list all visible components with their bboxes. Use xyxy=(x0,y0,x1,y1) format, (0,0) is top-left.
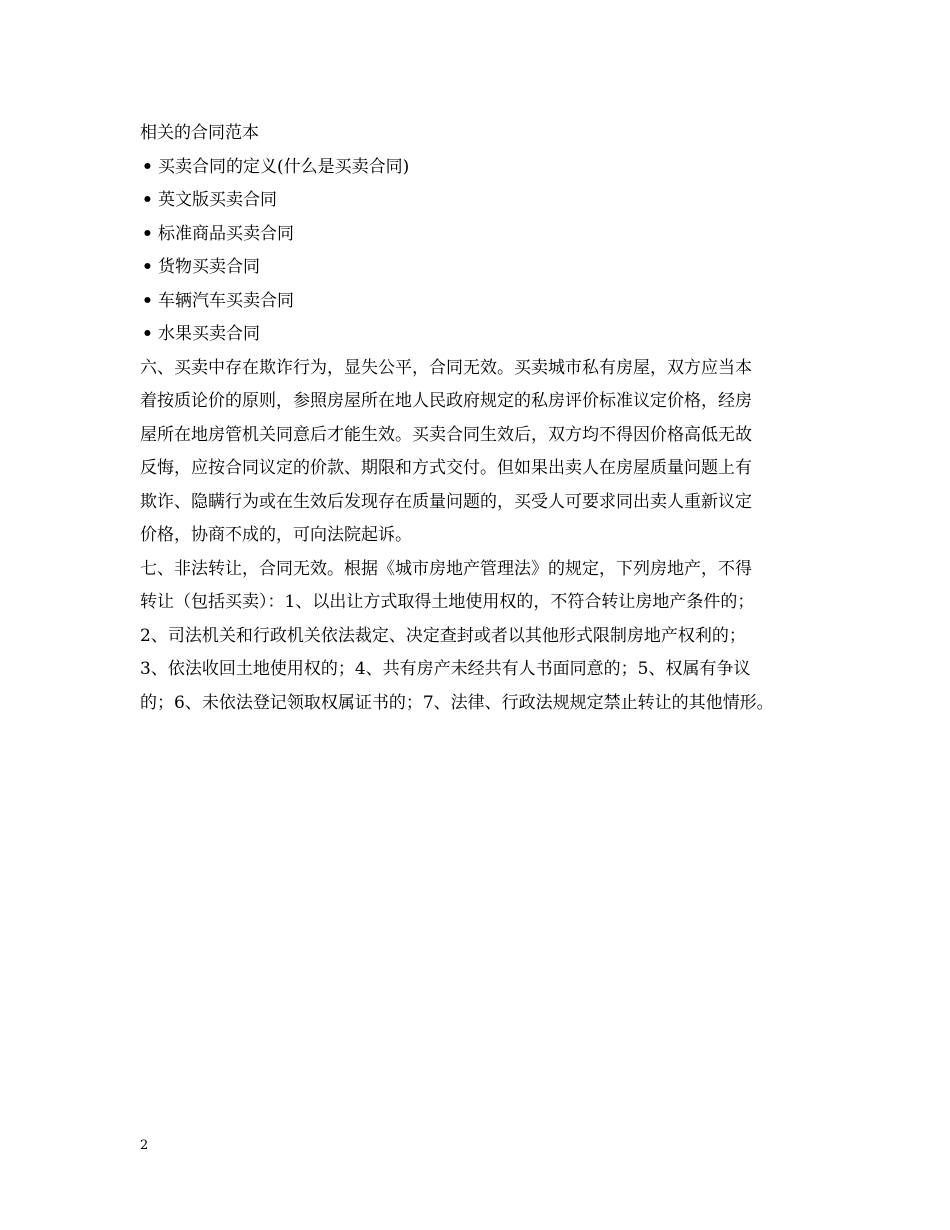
list-item[interactable] xyxy=(140,151,830,185)
paragraph-line: 六、买卖中存在欺诈行为，显失公平，合同无效。买卖城市私有房屋，双方应当本 xyxy=(140,357,752,378)
document-body xyxy=(140,117,830,720)
list-item[interactable] xyxy=(140,318,830,352)
paragraph-line: 着按质论价的原则，参照房屋所在地人民政府规定的私房评价标准议定价格，经房 xyxy=(140,391,752,411)
paragraph-line: 价格，协商不成的，可向法院起诉。 xyxy=(140,525,412,545)
paragraph-six xyxy=(140,352,830,553)
list-item-label: 标准商品买卖合同 xyxy=(158,223,294,244)
page-number: 2 xyxy=(140,1138,149,1153)
list-item-label: 买卖合同的定义(什么是买卖合同) xyxy=(158,156,410,177)
paragraph-line: 反悔，应按合同议定的价款、期限和方式交付。但如果出卖人在房屋质量问题上有 xyxy=(140,458,752,478)
paragraph-seven xyxy=(140,553,830,721)
paragraph-line: 的；6、未依法登记领取权属证书的；7、法律、行政法规规定禁止转让的其他情形。 xyxy=(140,692,774,713)
list-item[interactable] xyxy=(140,285,830,319)
list-item-label: 水果买卖合同 xyxy=(158,324,260,344)
bullet-icon: • xyxy=(142,257,153,277)
paragraph-line: 七、非法转让，合同无效。根据《城市房地产管理法》的规定，下列房地产，不得 xyxy=(140,558,752,579)
bullet-icon: • xyxy=(142,290,153,311)
list-item[interactable] xyxy=(140,184,830,218)
list-item[interactable] xyxy=(140,251,830,285)
bullet-icon: • xyxy=(142,223,153,244)
list-item-label: 货物买卖合同 xyxy=(158,257,260,277)
paragraph-line: 2、司法机关和行政机关依法裁定、决定查封或者以其他形式限制房地产权利的； xyxy=(140,625,746,646)
paragraph-line: 3、依法收回土地使用权的；4、共有房产未经共有人书面同意的；5、权属有争议 xyxy=(140,659,751,679)
list-item[interactable] xyxy=(140,218,830,252)
bullet-icon: • xyxy=(142,190,153,210)
bullet-icon: • xyxy=(142,324,153,344)
list-item-label: 车辆汽车买卖合同 xyxy=(158,290,294,311)
contract-template-list xyxy=(140,151,830,352)
paragraph-line: 欺诈、隐瞒行为或在生效后发现存在质量问题的，买受人可要求同出卖人重新议定 xyxy=(140,491,752,512)
paragraph-line: 转让（包括买卖）：1、以出让方式取得土地使用权的，不符合转让房地产条件的； xyxy=(140,592,755,612)
bullet-icon: • xyxy=(142,156,153,177)
section-heading: 相关的合同范本 xyxy=(140,123,259,143)
paragraph-line: 屋所在地房管机关同意后才能生效。买卖合同生效后，双方均不得因价格高低无故 xyxy=(140,424,752,445)
list-item-label: 英文版买卖合同 xyxy=(158,190,277,210)
